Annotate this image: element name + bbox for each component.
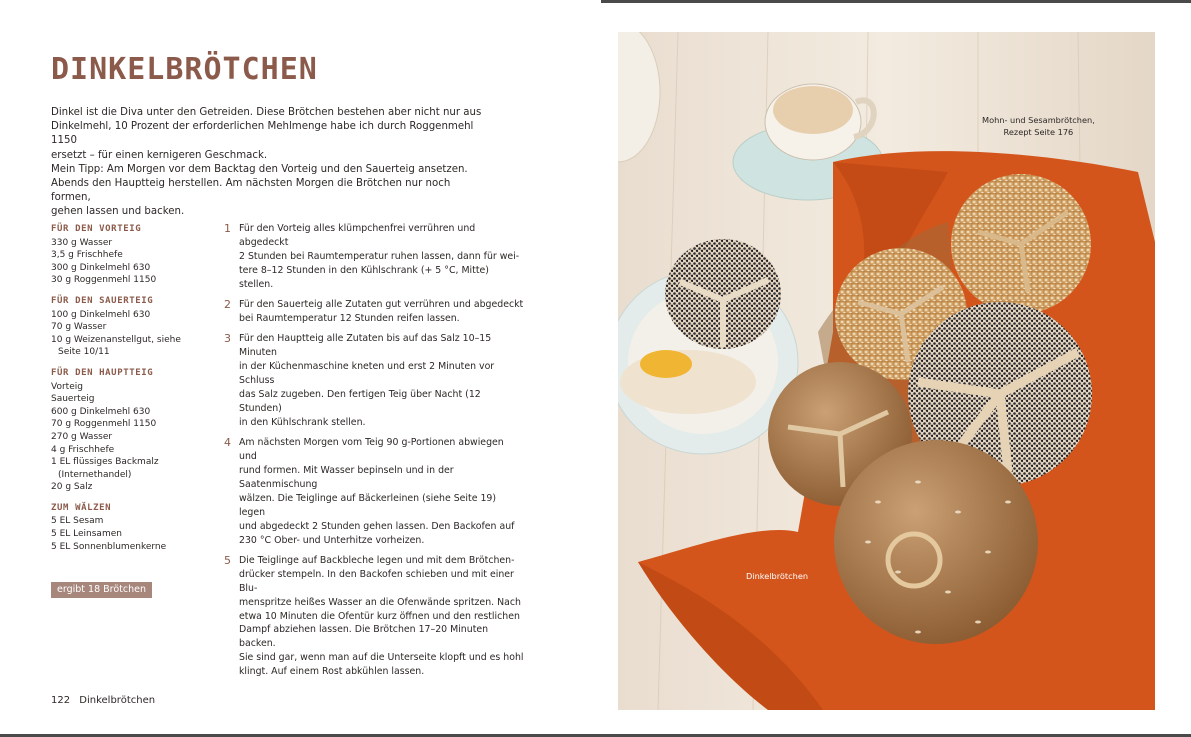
running-title: Dinkelbrötchen: [79, 695, 156, 706]
step-line: wälzen. Die Teiglinge auf Bäckerleinen (siehe Seite 19) legen: [239, 492, 497, 518]
step-item: [224, 222, 524, 292]
step-line: Für den Hauptteig alle Zutaten bis auf das Salz 10–15 Minuten: [239, 333, 492, 359]
ingredient-line: 5 EL Leinsamen: [51, 529, 122, 540]
intro-line: Dinkelmehl, 10 Prozent der erforderlichen Mehlmenge habe ich durch Roggenmehl 1150: [51, 121, 474, 147]
ingredient-heading: FÜR DEN SAUERTEIG: [51, 295, 154, 306]
step-number: 2: [224, 298, 231, 312]
page-number: 122: [51, 695, 71, 706]
photo-caption-top: [982, 114, 1095, 138]
ingredient-line: 10 g Weizenanstellgut, siehe: [51, 334, 181, 345]
step-line: und abgedeckt 2 Stunden gehen lassen. Den Backofen auf: [239, 520, 515, 532]
ingredient-line: 1 EL flüssiges Backmalz: [51, 457, 159, 468]
recipe-title: DINKELBRÖTCHEN: [51, 52, 318, 87]
intro-line: ersetzt – für einen kernigeren Geschmack.: [51, 149, 268, 161]
step-line: etwa 10 Minuten die Ofentür kurz öffnen und den restlichen: [239, 610, 520, 622]
ingredient-line: 30 g Roggenmehl 1150: [51, 275, 157, 286]
step-line: Dampf abziehen lassen. Die Brötchen 17–20 Minuten backen.: [239, 624, 489, 650]
ingredient-line: 3,5 g Frischhefe: [51, 250, 123, 261]
ingredient-line: 270 g Wasser: [51, 431, 113, 442]
ingredient-heading: ZUM WÄLZEN: [51, 502, 112, 513]
ingredient-list: [51, 223, 211, 553]
step-number: 4: [224, 436, 231, 450]
ingredient-line: Sauerteig: [51, 394, 95, 405]
step-number: 3: [224, 332, 231, 346]
intro-line: Abends den Hauptteig herstellen. Am nächsten Morgen die Brötchen nur noch formen,: [51, 178, 451, 204]
step-number: 5: [224, 553, 231, 567]
ingredient-line: 20 g Salz: [51, 482, 93, 493]
ingredient-line: 5 EL Sesam: [51, 516, 104, 527]
step-number: 1: [224, 222, 231, 235]
intro-line: Dinkel ist die Diva unter den Getreiden. Diese Brötchen bestehen aber nicht nur aus: [51, 107, 482, 118]
recipe-intro: [51, 106, 491, 220]
ingredient-line: 300 g Dinkelmehl 630: [51, 262, 151, 273]
step-line: 2 Stunden bei Raumtemperatur ruhen lassen, dann für wei-: [239, 250, 520, 262]
step-line: tere 8–12 Stunden in den Kühlschrank (+ 5 °C, Mitte) stellen.: [239, 264, 489, 290]
ingredient-heading: FÜR DEN VORTEIG: [51, 224, 142, 234]
ingredient-line: 70 g Wasser: [51, 322, 107, 333]
step-line: menspritze heißes Wasser an die Ofenwände spritzen. Nach: [239, 596, 521, 608]
step-item: [224, 332, 524, 429]
step-line: Sie sind gar, wenn man auf die Unterseite klopft und es hohl: [239, 652, 524, 664]
ingredient-line: 70 g Roggenmehl 1150: [51, 419, 157, 430]
step-line: Die Teiglinge auf Backbleche legen und mit dem Brötchen-: [239, 554, 515, 566]
ingredient-line: 330 g Wasser: [51, 237, 113, 248]
step-line: in den Kühlschrank stellen.: [239, 416, 366, 428]
intro-line: gehen lassen und backen.: [51, 206, 185, 218]
step-line: Für den Sauerteig alle Zutaten gut verrühren und abgedeckt: [239, 299, 524, 311]
yield-badge: ergibt 18 Brötchen: [51, 582, 152, 598]
step-line: klingt. Auf einem Rost abkühlen lassen.: [239, 666, 425, 678]
step-line: Am nächsten Morgen vom Teig 90 g-Portionen abwiegen und: [239, 437, 504, 463]
ingredient-line: 100 g Dinkelmehl 630: [51, 309, 151, 320]
ingredient-line: Seite 10/11: [58, 347, 110, 358]
method-steps: [224, 222, 524, 686]
step-item: [224, 554, 524, 679]
caption-line: Rezept Seite 176: [1003, 127, 1074, 137]
page-footer: [51, 695, 155, 706]
ingredient-line: 600 g Dinkelmehl 630: [51, 406, 151, 417]
step-line: in der Küchenmaschine kneten und erst 2 Minuten vor Schluss: [239, 361, 495, 387]
intro-line: Mein Tipp: Am Morgen vor dem Backtag den Vorteig und den Sauerteig ansetzen.: [51, 163, 468, 175]
step-line: rund formen. Mit Wasser bepinseln und in der Saatenmischung: [239, 465, 454, 490]
ingredient-line: (Internethandel): [58, 469, 132, 480]
step-item: [224, 436, 524, 547]
step-line: drücker stempeln. In den Backofen schieben und mit einer Blu-: [239, 568, 514, 594]
ingredient-line: Vorteig: [51, 381, 83, 392]
step-line: Für den Vorteig alles klümpchenfrei verrühren und abgedeckt: [239, 223, 476, 248]
step-item: [224, 298, 524, 326]
step-line: 230 °C Ober- und Unterhitze vorheizen.: [239, 534, 425, 546]
ingredient-line: 4 g Frischhefe: [51, 444, 115, 455]
step-line: bei Raumtemperatur 12 Stunden reifen lassen.: [239, 312, 460, 324]
ingredient-line: 5 EL Sonnenblumenkerne: [51, 541, 167, 552]
ingredient-heading: FÜR DEN HAUPTTEIG: [51, 367, 154, 378]
photo-caption-bottom: Dinkelbrötchen: [746, 571, 809, 581]
step-line: das Salz zugeben. Den fertigen Teig über Nacht (12 Stunden): [239, 388, 481, 414]
caption-line: Mohn- und Sesambrötchen,: [982, 115, 1095, 125]
